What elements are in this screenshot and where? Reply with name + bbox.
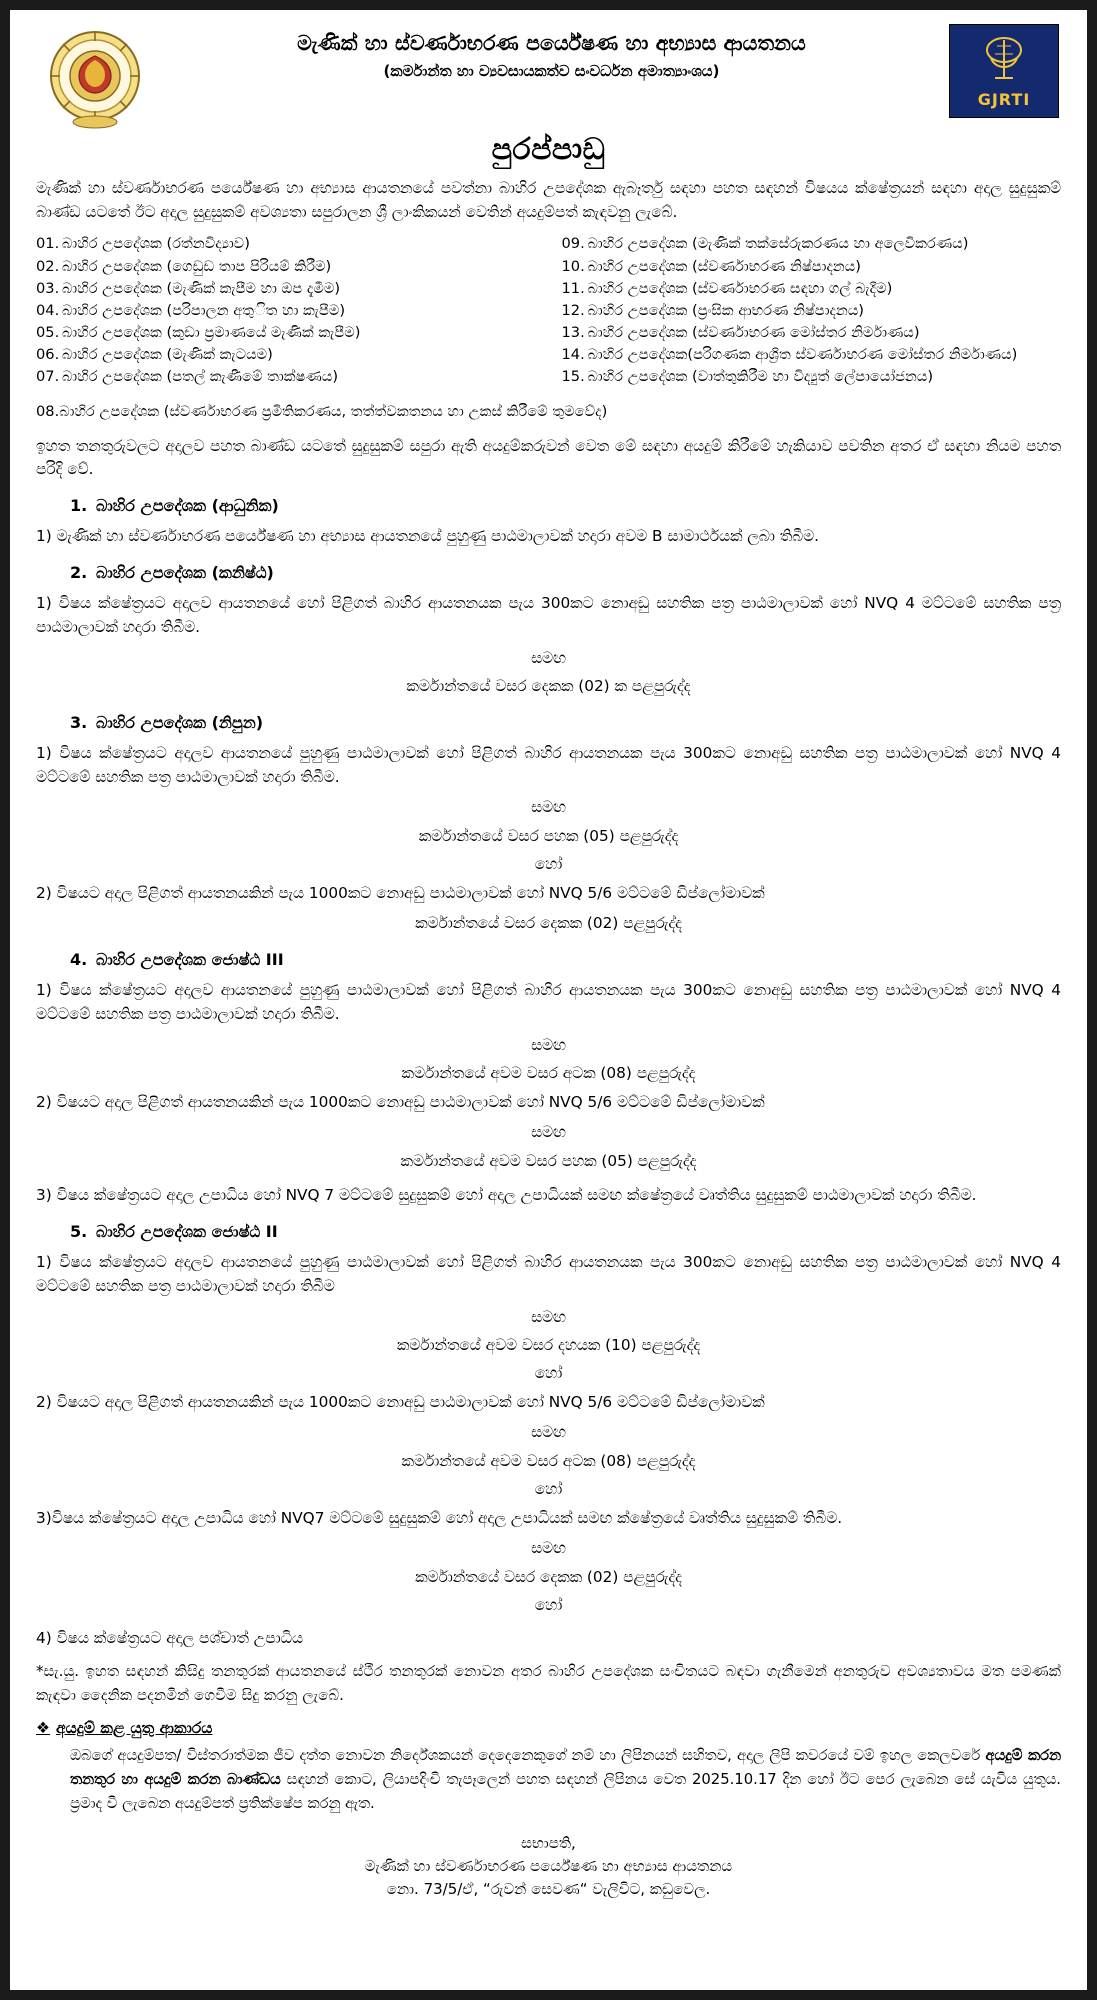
national-emblem-icon <box>36 24 154 130</box>
experience-line: කර්මාන්තයේ වසර දෙකක (02) පළපුරුද්ද <box>415 1567 682 1586</box>
conjunction: හෝ <box>534 855 563 874</box>
post-label: බාහිර උපදේශක (ස්වර්ණාභරණ ප්‍රමිතිකරණය, තත්ත්වකතනය හා උකස් කිරීමේ තුමවේද) <box>59 402 608 420</box>
post-label: බාහිර උපදේශක (රත්නවිද්‍යාව) <box>62 235 250 253</box>
list-item <box>36 322 536 344</box>
post-label: බාහිර උපදේශක (මැණික් කැපීම හා ඔප දැමීම) <box>62 279 341 297</box>
experience-line: කර්මාන්තයේ වසර පහක (05) පළපුරුද්ද <box>418 826 679 845</box>
post-label: බාහිර උපදේශක (කුඩා ප්‍රමාණයේ මැණික් කැපීම) <box>62 324 361 342</box>
requirement: 4) විෂය ක්ෂේත්‍රයට අදාල පශ්චාත් උපාධිය <box>36 1628 304 1647</box>
conjunction: සමඟ <box>531 1307 566 1326</box>
grade-number: 3. <box>70 712 88 732</box>
post-number: 11. <box>561 279 585 297</box>
conjunction: හෝ <box>534 1480 563 1499</box>
list-item <box>562 300 1062 322</box>
experience-line: කර්මාන්තයේ අවම වසර පහක (05) පළපුරුද්ද <box>400 1151 697 1170</box>
list-item <box>36 278 536 300</box>
how-to-apply-body <box>70 1744 1061 1816</box>
list-item <box>36 300 536 322</box>
post-number: 12. <box>561 301 585 319</box>
grade-title: බාහිර උපදේශක (ආධුනික) <box>96 496 279 516</box>
conjunction: හෝ <box>534 1596 563 1615</box>
post-number: 06. <box>36 346 60 364</box>
footnote: *සැ.යු. ඉහත සඳහන් කිසිදු තනතුරක් ආයතනයේ ස්ථීර තනතුරක් නොවන අතර බාහිර උපදේශක සංචිතයට බඳවා ගැනීමෙන් අනතුරුව අවශ්‍යතාවය මත පමණක් කැඳවා දෛනික පදනමින් ගෙවීම සිදු කරනු ලැබේ. <box>36 1662 1061 1704</box>
org-title-block <box>164 24 939 80</box>
experience-line: කර්මාන්තයේ අවම වසර අටක (08) පළපුරුද්ද <box>401 1064 696 1083</box>
requirement: 1) විෂය ක්ෂේත්‍රයට අදාලව ආයතනයේ පුහුණු පාඨමාලාවක් හෝ පිළිගත් බාහිර ආයතනයක පැය 300කට නොඅඩු සහතික පත්‍ර පාඨමාලාවක් හෝ NVQ 4 මට්ටමේ සහතික පත්‍ර පාඨමාලාවක් හදාරා තිබීම <box>36 1252 1061 1296</box>
requirement: 1) විෂය ක්ෂේත්‍රයට අදාලව ආයතනයේ හෝ පිළිගත් බාහිර ආයතනයක පැය 300කට නොඅඩු සහතික පත්‍ර පාඨමාලාවක් හෝ NVQ 4 මට්ටමේ සහතික පත්‍ර පාඨමාලාවක් හදාරා තිබීම. <box>36 593 1061 637</box>
post-number: 05. <box>36 324 60 342</box>
requirement: 2) විෂයට අදාල පිළිගත් ආයතනයකින් පැය 1000කට නොඅඩු පාඨමාලාවක් හෝ NVQ 5/6 මට්ටමේ ඩිප්ලෝමාවක් <box>36 883 765 902</box>
signatory-title: සභාපති, <box>521 1833 576 1852</box>
post-label: බාහිර උපදේශක (ස්වර්ණාභරණ නිෂ්පාදනය) <box>587 257 861 275</box>
post-number: 14. <box>561 346 585 364</box>
requirement: 1) විෂය ක්ෂේත්‍රයට අදාලව ආයතනයේ පුහුණු පාඨමාලාවක් හෝ පිළිගත් බාහිර ආයතනයක පැය 300කට නොඅඩු සහතික පත්‍ර පාඨමාලාවක් හෝ NVQ 4 මට්ටමේ සහතික පත්‍ර පාඨමාලාවක් හදාරා තිබීම. <box>36 980 1061 1024</box>
signature-block <box>36 1832 1061 1902</box>
conjunction: සමඟ <box>531 648 566 667</box>
list-item <box>36 344 536 366</box>
post-label: බාහිර උපදේශක (මැණික් තක්සේරුකරණය හා අලෙවිකරණය) <box>587 235 969 253</box>
conjunction: සමඟ <box>531 1539 566 1558</box>
conjunction: සමඟ <box>531 1035 566 1054</box>
page-title: පුරප්පාඩු <box>491 132 606 167</box>
list-item <box>562 322 1062 344</box>
experience-line: කර්මාන්තයේ අවම වසර අටක (08) පළපුරුද්ද <box>401 1451 696 1470</box>
list-item <box>36 366 536 388</box>
signatory-address: නො. 73/5/ඒ, “රුවන් සෙවණ“ වැලිවිට, කඩුවෙල. <box>386 1880 711 1899</box>
conjunction: හෝ <box>534 1364 563 1383</box>
how-to-apply-label: අයදුම් කළ යුතු ආකාරය <box>55 1718 213 1737</box>
grade-title: බාහිර උපදේශක (නිපුන) <box>96 712 264 732</box>
list-item <box>562 278 1062 300</box>
post-label: බාහිර උපදේශක (ස්වර්ණාභරණ සඳහා ගල් බැදීම) <box>587 279 893 297</box>
experience-line: කර්මාන්තයේ වසර දෙකක (02) පළපුරුද්ද <box>415 914 682 933</box>
list-item <box>36 401 1061 423</box>
apply-text-part2: සඳහන් කොට, ලියාපදිංචි තැපෑලෙන් පහත සඳහන් ලිපිනය වෙත 2025.10.17 දින හෝ ඊට පෙර ලැබෙන සේ යැවිය යුතුය. ප්‍රමාද වී ලැබෙන අයදුම්පත් ප්‍රතික්ෂේප කරනු ඇත. <box>70 1770 1061 1812</box>
signatory-org: මැණික් හා ස්වර්ණාභරණ පර්යේෂණ හා අභ්‍යාස ආයතනය <box>364 1857 733 1876</box>
post-number: 04. <box>36 301 60 319</box>
post-label: බාහිර උපදේශක (ප්‍රංසික ආභරණ නිෂ්පාදනය) <box>587 301 865 319</box>
conjunction: සමඟ <box>531 1123 566 1142</box>
requirement: 3)විෂය ක්ෂේත්‍රයට අදාල උපාධිය හෝ NVQ7 මට්ටමේ සුදුසුකම් හෝ අදාල උපාධියක් සමඟ ක්ෂේත්‍රයේ වෘත්තිය සුදුසුකම් තිබීම. <box>36 1508 843 1527</box>
gjrti-logo <box>949 24 1061 118</box>
requirement: 2) විෂයට අදාල පිළිගත් ආයතනයකින් පැය 1000කට නොඅඩු පාඨමාලාවක් හෝ NVQ 5/6 මට්ටමේ ඩිප්ලෝමාවක් <box>36 1092 765 1111</box>
grade-number: 1. <box>70 496 88 516</box>
list-item <box>562 256 1062 278</box>
grade-heading-4 <box>70 950 1061 970</box>
list-item <box>36 233 536 255</box>
post-number: 02. <box>36 257 60 275</box>
post-number: 09. <box>561 235 585 253</box>
post-number: 01. <box>36 235 60 253</box>
gjrti-logo-text: GJRTI <box>977 89 1031 109</box>
grade-number: 5. <box>70 1221 88 1241</box>
requirement: 1) මැණික් හා ස්වර්ණාභරණ පර්යේෂණ හා අභ්‍යාස ආයතනයේ පුහුණු පාඨමාලාවක් හදාරා අවම B සාමාර්ථයක් ලබා තිබීම. <box>36 527 819 546</box>
grade-number: 2. <box>70 562 88 582</box>
post-label: බාහිර උපදේශක (ගෙඩුඩ තාප පිරියම් කිරීම) <box>62 257 332 275</box>
diamond-bullet-icon: ❖ <box>36 1718 50 1737</box>
apply-text-emphasis: අයදුම් කරන තනතුර හා අයදුම් කරන බාණ්ඩය <box>70 1746 1061 1788</box>
grade-heading-3 <box>70 713 1061 733</box>
post-number: 03. <box>36 279 60 297</box>
grade-title: බාහිර උපදේශක ජොෂ්ඨ III <box>96 949 284 969</box>
org-name-line2: (කර්මාන්ත හා ව්‍යවසායකත්ව සංවර්ධන අමාත්‍යාංශය) <box>383 61 720 80</box>
post-number: 07. <box>36 368 60 386</box>
post-list <box>36 233 1061 388</box>
requirement: 3) විෂය ක්ෂේත්‍රයට අදාල උපාධිය හෝ NVQ 7 මට්ටමේ සුදුසුකම් හෝ අදාල උපාධියක් සමඟ ක්ෂේත්‍රයේ වෘත්තිය සුදුසුකම් පාඨමාලාවක් හදාරා තිබීම. <box>36 1186 977 1205</box>
post-list-left-column <box>36 233 536 388</box>
post-label: බාහිර උපදේශක (වාත්තුකිරීම හා විද්‍යුත් ලේපායෝජනය) <box>587 368 934 386</box>
apply-text-part1: ඔබගේ අයදුම්පත/ විස්තරාත්මක ජීව දත්ත නොවන නිර්දේශකයන් දෙදෙනෙකුගේ නම් හා ලිපිනයන් සහිතව, අදාල ලිපි කවරයේ වම් ඉහල කෙලවරේ <box>70 1746 986 1764</box>
org-name-line1: මැණික් හා ස්වර්ණාභරණ පර්යේෂණ හා අභ්‍යාස ආයතනය <box>297 31 806 55</box>
post-label: බාහිර උපදේශක (පරිපාලන අතුිත හා කැපීම) <box>62 301 346 319</box>
conjunction: සමඟ <box>531 1423 566 1442</box>
requirement: 2) විෂයට අදාල පිළිගත් ආයතනයකින් පැය 1000කට නොඅඩු පාඨමාලාවක් හෝ NVQ 5/6 මට්ටමේ ඩිප්ලෝමාවක් <box>36 1392 765 1411</box>
list-item <box>562 344 1062 366</box>
document-header <box>36 24 1061 130</box>
requirement: 1) විෂය ක්ෂේත්‍රයට අදාලව ආයතනයේ පුහුණු පාඨමාලාවක් හෝ පිළිගත් බාහිර ආයතනයක පැය 300කට නොඅඩු සහතික පත්‍ර පාඨමාලාවක් හෝ NVQ 4 මට්ටමේ සහතික පත්‍ර පාඨමාලාවක් හදාරා තිබීම. <box>36 743 1061 786</box>
gem-icon <box>975 34 1033 88</box>
conjunction: සමඟ <box>531 798 566 817</box>
post-label: බාහිර උපදේශක (පතල් කැණීමේ තාක්ෂණය) <box>62 368 339 386</box>
grade-number: 4. <box>70 949 88 969</box>
list-item <box>562 233 1062 255</box>
post-number: 15. <box>561 368 585 386</box>
post-number: 13. <box>561 324 585 342</box>
grade-heading-1 <box>70 496 1061 516</box>
post-label: බාහිර උපදේශක (ස්වර්ණාභරණ මෝස්තර නිර්මාණය) <box>587 324 920 342</box>
grade-title: බාහිර උපදේශක ජොෂ්ඨ II <box>96 1221 278 1241</box>
grade-heading-5 <box>70 1222 1061 1242</box>
intro-paragraph: මැණික් හා ස්වර්ණාභරණ පර්යේෂණ හා අභ්‍යාස ආයතනයේ පවත්නා බාහිර උපදේශක ඇබෑර්තු සඳහා පහත සඳහන් විෂයය ක්ෂේත්‍රයන් සඳහා අදාල සුදුසුකම් බාණ්ඩ යටතේ ඊට අදාල සුදුසුකම් අවශ්‍යතා සපුරාලන ශ්‍රී ලාංකිකයන් වෙතින් අයදුම්පත් කැඳවනු ලැබේ. <box>36 179 1061 221</box>
post-number: 08. <box>36 402 60 420</box>
post-label: බාහිර උපදේශක (මැණික් කැටයම) <box>62 346 273 364</box>
list-item <box>36 256 536 278</box>
experience-line: කර්මාන්තයේ වසර දෙකක (02) ක පළපුරුද්ද <box>406 677 691 696</box>
qualification-intro: ඉහත තනතුරුවලට අදාලව පහත බාණ්ඩ යටතේ සුදුසුකම් සපුරා ඇති අයදුම්කරුවන් වෙත මේ සඳහා අයදුම් කිරීමේ හැකියාව පවතින අතර ඒ සඳහා නියම පහත පරිදි වේ. <box>36 436 1061 479</box>
how-to-apply-heading <box>36 1719 1061 1738</box>
post-label: බාහිර උපදේශක(පරිගණක ආශ්‍රිත ස්වර්ණාභරණ මෝස්තර නිර්මාණය) <box>587 346 1018 364</box>
list-item <box>562 366 1062 388</box>
post-list-right-column <box>562 233 1062 388</box>
experience-line: කර්මාන්තයේ අවම වසර දහයක (10) පළපුරුද්ද <box>396 1335 701 1354</box>
post-number: 10. <box>561 257 585 275</box>
grade-heading-2 <box>70 563 1061 583</box>
grade-title: බාහිර උපදේශක (කනිෂ්ඨ) <box>96 562 274 582</box>
